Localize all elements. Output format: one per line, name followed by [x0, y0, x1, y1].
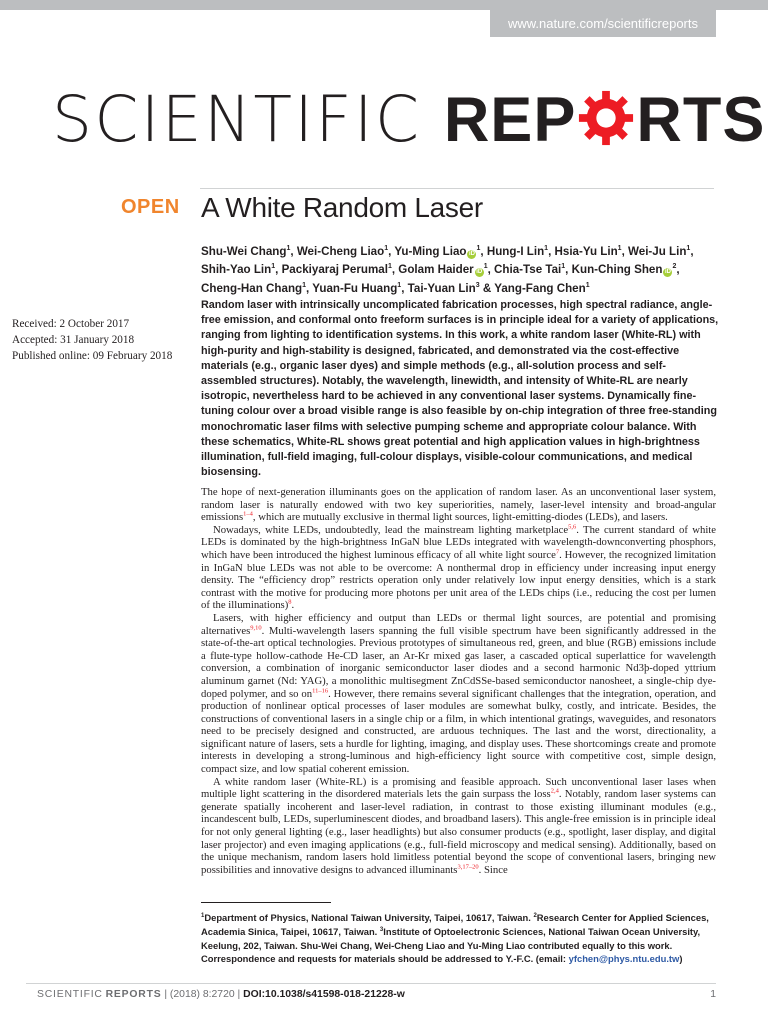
journal-url[interactable]: www.nature.com/scientificreports	[490, 10, 716, 37]
author-name[interactable]: Cheng-Han Chang	[201, 281, 303, 295]
top-bar	[0, 0, 768, 10]
aff-number: 1	[201, 913, 205, 919]
author-name[interactable]: Yang-Fang Chen	[494, 281, 586, 295]
citation-ref-link[interactable]: 2,4	[550, 787, 559, 795]
body-paragraph	[201, 612, 716, 776]
author-affiliation: 1	[585, 281, 590, 289]
author-affiliation: 1	[561, 263, 566, 271]
gear-logo-icon	[577, 89, 635, 147]
author-affiliation: 1	[286, 245, 291, 252]
author-affiliation: 1	[686, 245, 691, 252]
body-text: . Multi-wavelength lasers spanning the full visible spectrum have been significantly addressed in the state-of-the-art optical technologies. Previous prototypes of simultaneous red, green, and blue (RGB) emissions include a flute-type hollow-cathode He-CD laser, an Ar-Kr mixed gas laser, a cascaded optical superlattice for wavelength conversion, a combination of inorganic semiconductor laser diodes and a second harmonic Nd3þ-doped yttrium aluminum garnet (Nd: YAG), a monolithic multisegment ZnCdSSe-based semiconductor nanosheet, a single-chip dye-doped polymer, and so on	[201, 624, 716, 700]
masthead-scientific: SCIENTIFIC	[52, 83, 422, 156]
orcid-icon[interactable]: iD	[468, 250, 475, 257]
body-text: , which are mutually exclusive in thermal light sources, light-emitting-diodes (LEDs), and lasers.	[252, 511, 668, 524]
author-affiliation: 2	[672, 263, 677, 271]
orcid-icon[interactable]: iD	[664, 269, 671, 276]
footer-doi-link[interactable]: DOI:10.1038/s41598-018-21228-w	[243, 989, 405, 1000]
article-body	[201, 486, 716, 876]
author-affiliation: 1	[617, 245, 622, 252]
article-title: A White Random Laser	[201, 192, 483, 223]
author-affiliation: 1	[544, 245, 549, 252]
body-paragraph	[201, 524, 716, 612]
body-text: The hope of next-generation illuminants goes on the application of random laser. As an unconventional laser system, random laser is naturally endowed with two key superiorities, namely, laser-level intensity and broad-angular emissions	[201, 486, 716, 524]
author-name[interactable]: Yuan-Fu Huang	[312, 281, 398, 295]
citation-ref-link[interactable]: 1–4	[243, 510, 253, 518]
author-name[interactable]: Hsia-Yu Lin	[554, 244, 618, 258]
author-affiliation: 1	[387, 263, 392, 271]
body-text: . Since	[478, 863, 508, 876]
received-date: Received: 2 October 2017	[12, 318, 130, 330]
page-footer	[37, 989, 405, 1000]
footer-rule	[26, 983, 716, 984]
abstract: Random laser with intrinsically uncomplicated fabrication processes, high spectral radiance, angle-free emission, and conformal onto freeform surfaces is in principle ideal for a variety of applications, ranging from lighting to identification systems. In this work, a white random laser (White-RL) with high-purity and high-stability is designed, fabricated, and demonstrated via the cost-effective materials (e.g., organic laser dyes) and simple methods (e.g., all-solution process and self-assembled structures). Notably, the wavelength, linewidth, and intensity of White-RL are nearly isotropic, nevertheless hard to be achieved in any conventional laser systems. Dynamically fine-tuning colour over a broad visible range is also feasible by on-chip integration of three free-standing monochromatic laser films with selective pumping scheme and appropriate colour balance. With these schematics, White-RL shows great potential and high application values in high-brightness illumination, full-field imaging, full-colour displays, visible-colour communications, and medical biosensing.	[201, 299, 719, 479]
author-affiliation: 1	[302, 281, 307, 289]
body-paragraph	[201, 776, 716, 877]
body-text: Lasers, with higher efficiency and output than LEDs or thermal light sources, are potential and promising alternatives	[201, 611, 716, 637]
author-name[interactable]: Kun-Ching Shen	[571, 263, 663, 277]
footer-journal-name: SCIENTIFIC	[37, 989, 103, 1000]
author-name[interactable]: Golam Haider	[398, 263, 474, 277]
affiliation-3-and-correspondence: Institute of Optoelectronic Sciences, National Taiwan Ocean University, Keelung, 202, Taiwan. Shu-Wei Chang, Wei-Cheng Liao and Yu-Ming Liao contributed equally to this work. Correspondence and requests for materials should be addressed to Y.-F.C. (email:	[201, 926, 701, 964]
body-text: . The current standard of white LEDs is dominated by the high-brightness InGaN blue LEDs integrated with wavelength-downconverting phosphors, which have been introduced the highest luminous efficacy of all white light source	[201, 523, 716, 561]
body-paragraph	[201, 486, 716, 524]
body-text: . Notably, random laser systems can generate spatially incoherent and laser-level radiation, in contrast to those existing illuminant modules (e.g., incandescent bulb, LEDs, superluminescent diodes, and broadband lasers). This angle-free emission is in principle ideal for not only general lighting (e.g., laser headlights) but also consumer products (e.g., spotlight, laser display, and digital laser projector) and even imaging applications (e.g., full-field microscopy and medical sensing). Additionally, based on the unique mechanism, random lasers hold limitless potential beyond the scope of conventional lasers, bringing new possibilities and innovative designs to advanced illuminants	[201, 788, 716, 876]
aff-number: 3	[379, 927, 384, 934]
citation-ref-link[interactable]: 3,17–20	[457, 863, 479, 871]
correspondence-email-link[interactable]: yfchen@phys.ntu.edu.tw	[568, 952, 680, 964]
citation-ref-link[interactable]: 8	[288, 598, 292, 606]
footnote-close: )	[679, 952, 683, 964]
orcid-icon[interactable]: iD	[476, 269, 483, 276]
author-affiliation: 1	[476, 245, 481, 252]
author-affiliation: 1	[397, 281, 402, 289]
footer-journal-name-bold: REPORTS	[105, 989, 162, 1000]
header-rule	[200, 188, 714, 189]
page-number: 1	[710, 989, 716, 1000]
author-name[interactable]: Tai-Yuan Lin	[407, 281, 476, 295]
body-text: . However, the recognized limitation in InGaN blue LEDs was not able to be overcome: A nonthermal drop in efficiency under increasing input energy density. The “efficiency drop” restricts operation only under relatively low input energy densities, which is a stark contrast with the motive for producing more photons per unit area of the LEDs chips (i.e., reducing the cost per lumen of the illuminations)	[201, 548, 716, 612]
citation-ref-link[interactable]: 5,6	[568, 523, 577, 531]
author-name[interactable]: Yu-Ming Liao	[394, 244, 467, 258]
author-name[interactable]: Packiyaraj Perumal	[281, 263, 388, 277]
citation-ref-link[interactable]: 9,10	[250, 623, 262, 631]
open-access-label: OPEN	[121, 196, 180, 218]
author-affiliation: 1	[384, 245, 389, 252]
author-name[interactable]: Chia-Tse Tai	[494, 263, 562, 277]
author-name[interactable]: Wei-Ju Lin	[628, 244, 687, 258]
aff-number: 2	[533, 913, 537, 919]
footnote-rule	[201, 902, 331, 903]
author-affiliation: 3	[475, 281, 480, 289]
author-name[interactable]: Hung-I Lin	[486, 244, 545, 258]
author-list: Shu-Wei Chang$^1$, Wei-Cheng Liao$^1$, Yu-Ming Liao $iD^1$, Hung-I Lin$^1$, Hsia-Yu Lin$^1$, Wei-Ju Lin$^1$, Shih-Yao Lin$^1$, Packiyaraj Perumal$^1$, Golam Haider $iD^1$, Chia-Tse Tai$^1$, Kun-Ching Shen $iD^2$, Cheng-Han Chang$^1$, Yuan-Fu Huang$^1$, Tai-Yuan Lin$^3$ & Yang-Fang Chen$^1$	[201, 244, 694, 295]
citation-ref-link[interactable]: 7	[555, 548, 560, 556]
affiliation-1: Department of Physics, National Taiwan University, Taipei, 10617, Taiwan.	[204, 912, 534, 924]
author-name[interactable]: Wei-Cheng Liao	[296, 244, 385, 258]
body-text: .	[291, 599, 295, 612]
body-text: Nowadays, white LEDs, undoubtedly, lead the mainstream lighting marketplace	[213, 523, 569, 536]
author-name[interactable]: Shu-Wei Chang	[201, 244, 287, 258]
published-date: Published online: 09 February 2018	[12, 350, 173, 362]
masthead-reports: REP RTS	[443, 85, 766, 155]
author-name[interactable]: Shih-Yao Lin	[201, 263, 272, 277]
body-text: A white random laser (White-RL) is a promising and feasible approach. Such unconventional laser lases when multiple light scattering in the disordered materials lets the gain surpass the loss	[201, 775, 716, 801]
footer-citation: | (2018) 8:2720 |	[161, 989, 244, 1000]
body-text: . However, there remains several significant challenges that the integration, operation, and production of nonlinear optical processes of laser modules are somewhat bulky, costly, and intricate. Besides, the constructions of conventional lasers in a single chip or a film, in which intentional gratings, waveguides, and resonators need to be precisely designed and constructed, are arduous techniques. The last and the worst, directionality, a significant nature of lasers, sets a hurdle for lighting, imaging, and display uses. These shortcomings create and promote interests in developing a strong-luminous and high-efficiency light source with competitive cost, simple design, compact size, and low spatial coherent emission.	[201, 687, 716, 776]
article-dates	[12, 316, 172, 364]
author-affiliation: 1	[483, 263, 488, 271]
accepted-date: Accepted: 31 January 2018	[12, 334, 135, 346]
affiliation-2: Research Center for Applied Sciences, Academia Sinica, Taipei, 10617, Taiwan.	[201, 912, 709, 938]
citation-ref-link[interactable]: 11–16	[312, 686, 329, 694]
journal-masthead	[52, 80, 765, 160]
affiliations-footnote	[201, 910, 721, 965]
author-affiliation: 1	[271, 263, 276, 271]
